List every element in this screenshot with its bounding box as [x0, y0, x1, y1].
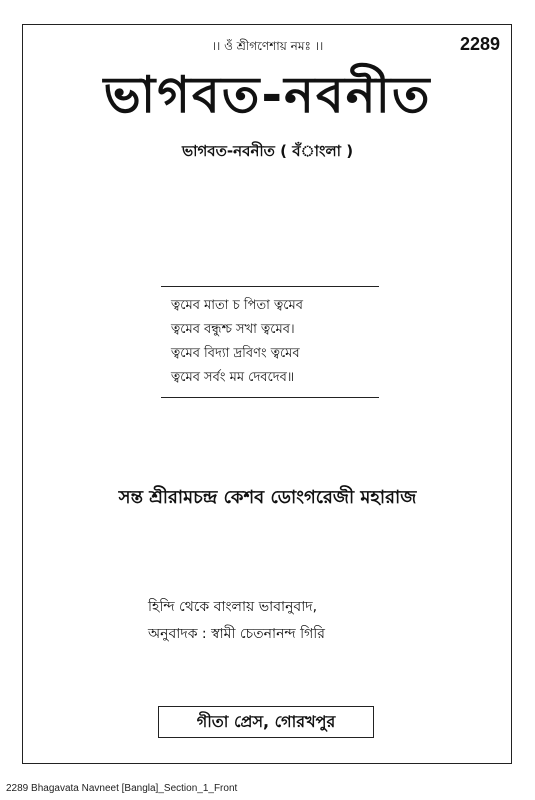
publisher-box [158, 706, 374, 738]
verse-line: ত্বমেব বন্ধুশ্চ সখা ত্বমেব। [171, 322, 295, 337]
verse-box [161, 286, 379, 398]
book-title: ভাগবত-নবনীত [103, 66, 432, 124]
footer-caption: 2289 Bhagavata Navneet [Bangla]_Section_1_Front [6, 783, 238, 794]
translation-note [148, 594, 325, 648]
verse-line: ত্বমেব বিদ্যা দ্রবিণং ত্বমেব [171, 346, 300, 361]
publisher-name: গীতা প্রেস, গোরখপুর [196, 711, 336, 731]
verse-line: ত্বমেব মাতা চ পিতা ত্বমেব [171, 298, 303, 313]
translation-line: হিন্দি থেকে বাংলায় ভাবানুবাদ, [148, 599, 318, 615]
author-name: সন্ত শ্রীরামচন্দ্র কেশব ডোংগরেজী মহারাজ [118, 487, 417, 508]
verse-line: ত্বমেব সর্বং মম দেবদেব॥ [171, 370, 295, 385]
book-number: 2289 [459, 34, 500, 54]
invocation-text: ।। ওঁ শ্রীগণেশায় নমঃ ।। [211, 39, 324, 53]
book-subtitle: ভাগবত-নবনীত ( বঁাংলা ) [181, 142, 354, 160]
translator-line: অনুবাদক : স্বামী চেতনানন্দ গিরি [148, 626, 325, 642]
